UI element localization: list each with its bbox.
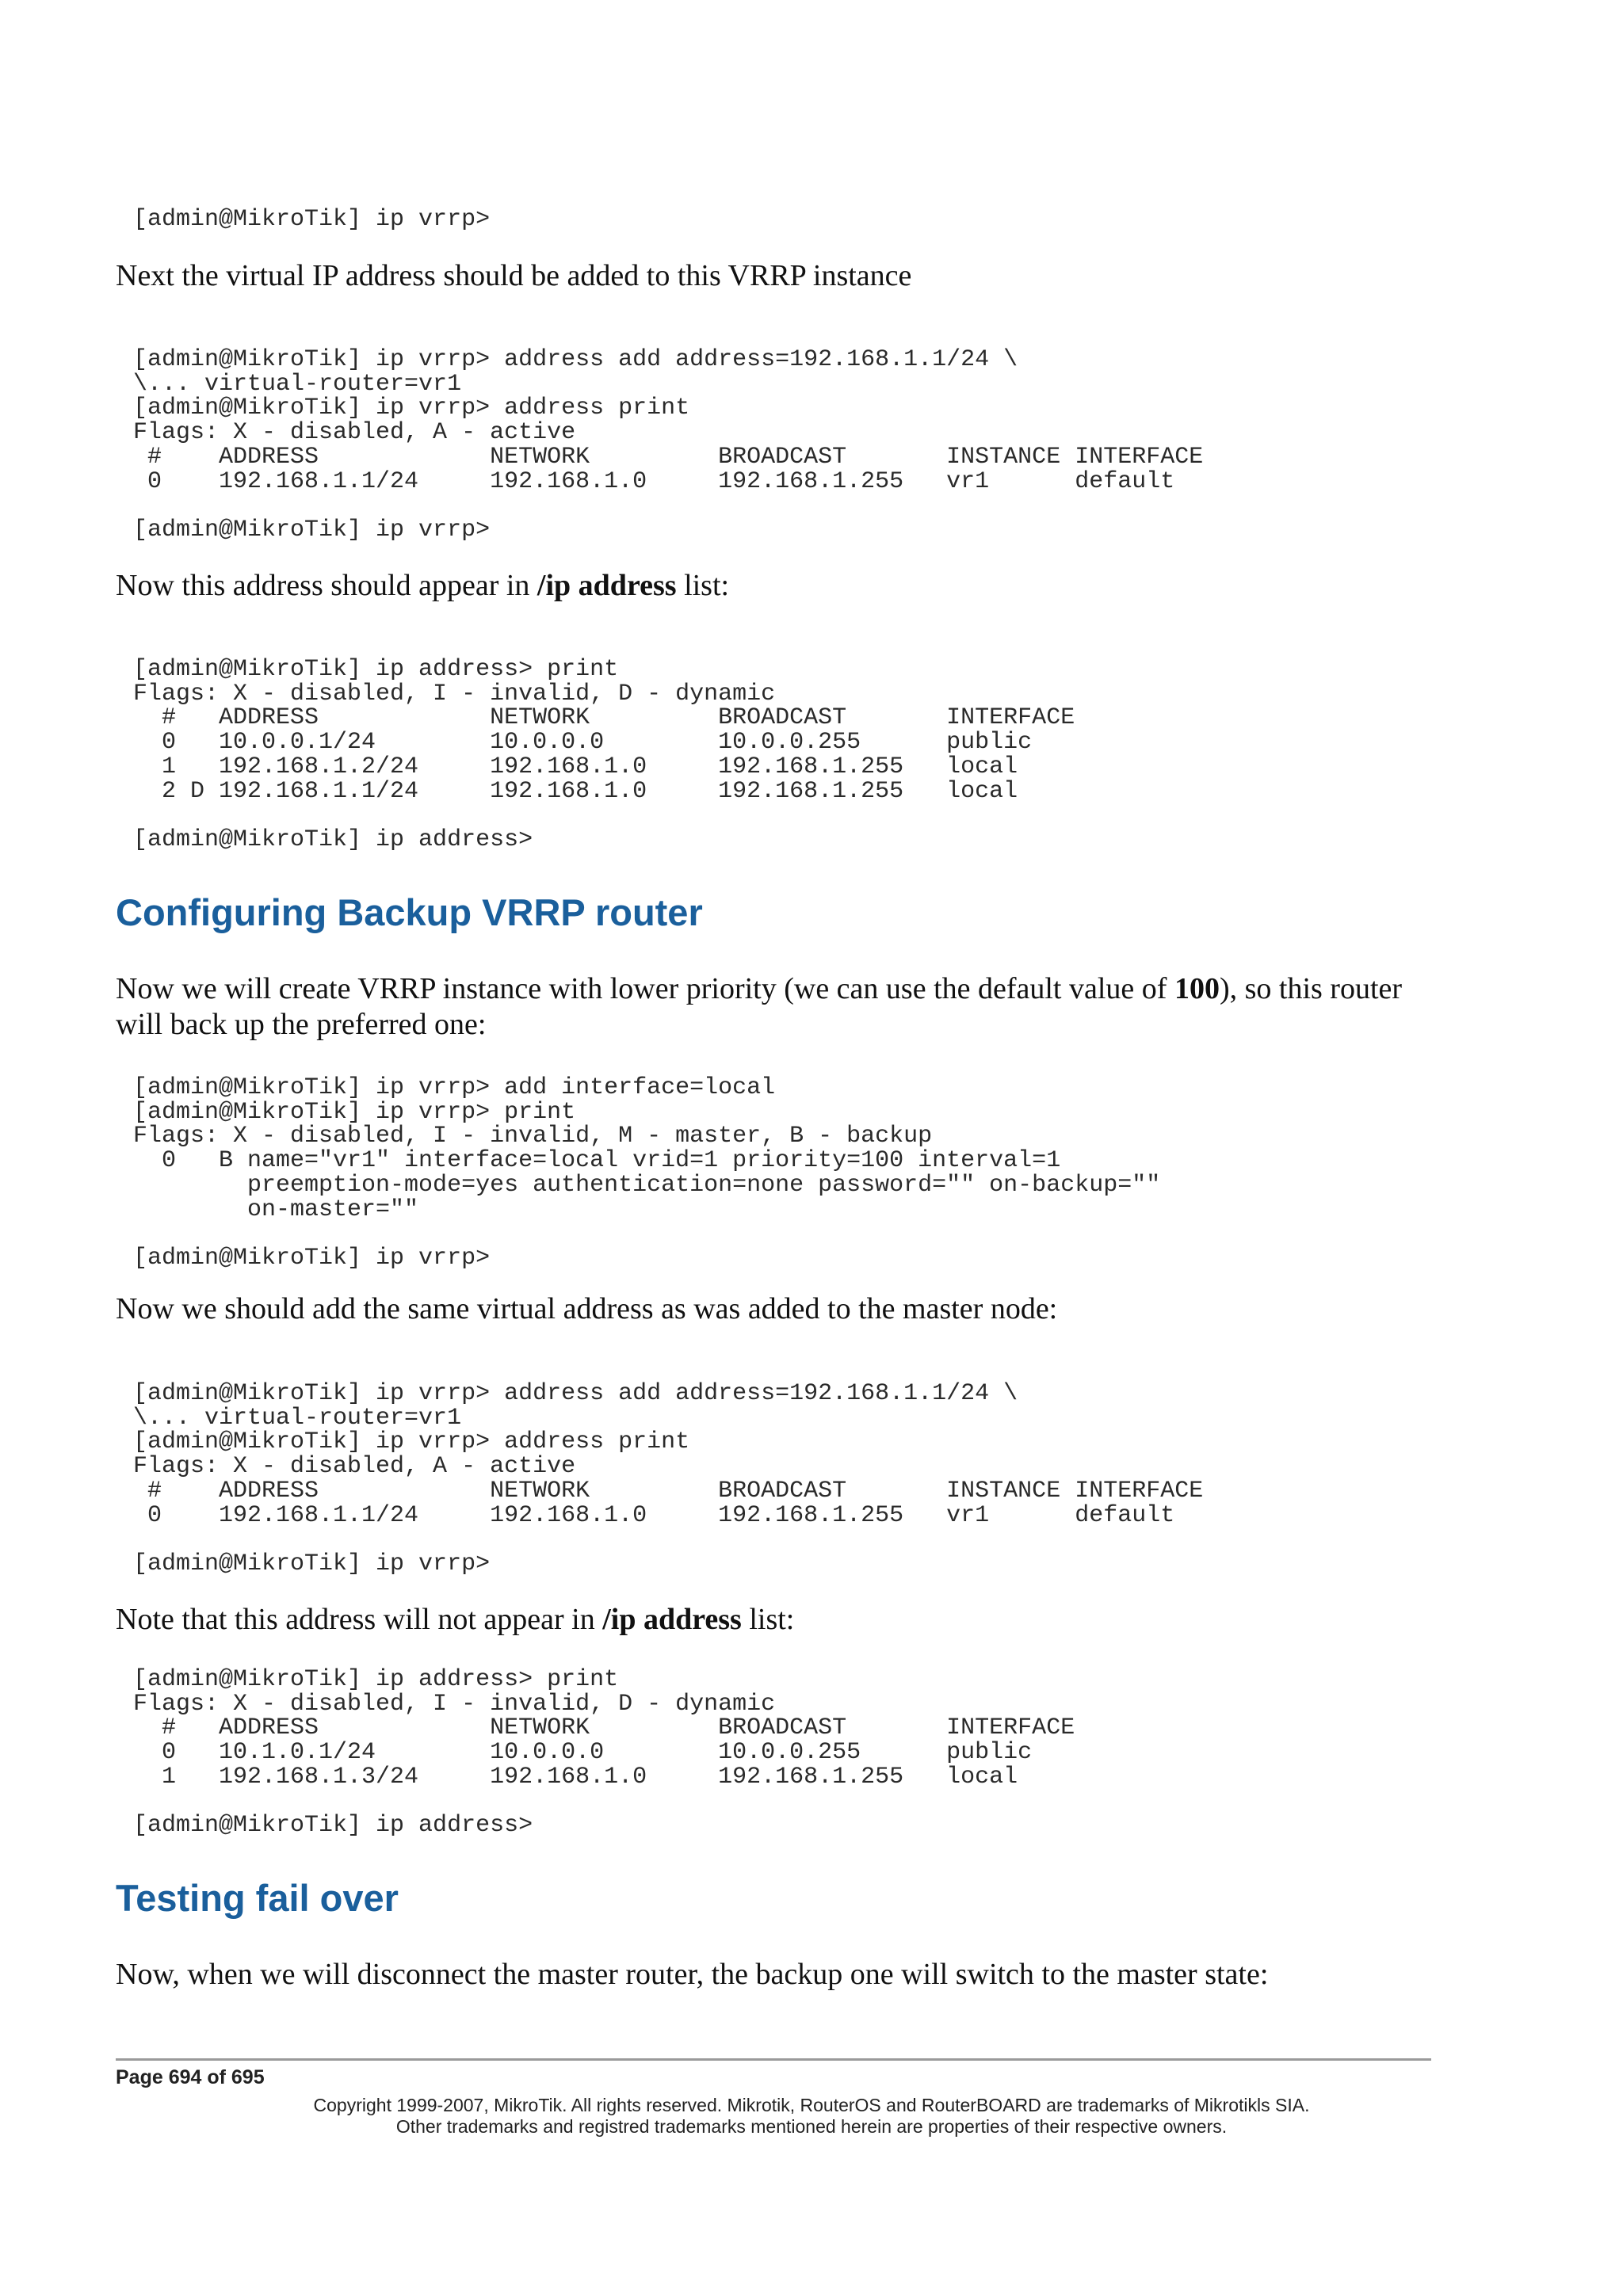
page-number: Page 694 of 695 [116,2066,265,2088]
paragraph-add-same-virtual-address: Now we should add the same virtual address as was added to the master node: [116,1292,1058,1325]
paragraph-not-appear-in-list: Note that this address will not appear in /ip address list: [116,1603,795,1636]
copyright-line-2: Other trademarks and registred trademarks mentioned herein are properties of their respective owners. [395,2116,1228,2137]
paragraph-create-backup-instance: Now we will create VRRP instance with lower priority (we can use the default value of 100), so this router will back up the preferred one: [116,972,1403,1041]
code-block-vrrp-prompt: [admin@MikroTik] ip vrrp> [133,206,491,233]
code-block-ip-address-print-master: [admin@MikroTik] ip address> print Flags: X - disabled, I - invalid, D - dynamic # ADDRESS NETWORK BROADCAST INTERFACE 0 10.0.0.1/24 10.0.0.0 10.0.0.255 public 1 192.168.1.2/24 192.168.1.0 192.168.1.255 local 2 D 192.168.1.1/24 192.168.1.0 192.168.1.255 local [admin@MikroTik] ip address> [133,656,1075,853]
paragraph-add-virtual-ip: Next the virtual IP address should be added to this VRRP instance [116,259,912,292]
code-block-address-add-master: [admin@MikroTik] ip vrrp> address add address=192.168.1.1/24 \ \... virtual-router=vr1 [admin@MikroTik] ip vrrp> address print Flags: X - disabled, A - active # ADDRESS NETWORK BROADCAST INSTANCE INTERFACE 0 192.168.1.1/24 192.168.1.0 192.168.1.255 vr1 default [admin@MikroTik] ip vrrp> [133,346,1204,543]
inline-value: 100 [1174,972,1220,1005]
code-block-ip-address-print-backup: [admin@MikroTik] ip address> print Flags: X - disabled, I - invalid, D - dynamic # ADDRESS NETWORK BROADCAST INTERFACE 0 10.1.0.1/24 10.0.0.0 10.0.0.255 public 1 192.168.1.3/24 192.168.1.0 192.168.1.255 local [admin@MikroTik] ip address> [133,1666,1075,1840]
code-block-address-add-backup: [admin@MikroTik] ip vrrp> address add address=192.168.1.1/24 \ \... virtual-router=vr1 [admin@MikroTik] ip vrrp> address print Flags: X - disabled, A - active # ADDRESS NETWORK BROADCAST INSTANCE INTERFACE 0 192.168.1.1/24 192.168.1.0 192.168.1.255 vr1 default [admin@MikroTik] ip vrrp> [133,1380,1204,1577]
inline-command: /ip address [602,1603,742,1636]
paragraph-appear-in-list: Now this address should appear in /ip address list: [116,569,730,602]
section-heading-backup-router: Configuring Backup VRRP router [116,891,703,933]
section-heading-testing-fail-over: Testing fail over [116,1877,399,1919]
inline-command: /ip address [537,569,677,602]
copyright-line-1: Copyright 1999-2007, MikroTik. All rights reserved. Mikrotik, RouterOS and RouterBOARD are trademarks of Mikrotikls SIA. [313,2095,1310,2115]
paragraph-disconnect-master: Now, when we will disconnect the master router, the backup one will switch to the master state: [116,1958,1269,1991]
footer-divider [116,2058,1431,2061]
code-block-vrrp-add-backup: [admin@MikroTik] ip vrrp> add interface=local [admin@MikroTik] ip vrrp> print Flags: X - disabled, I - invalid, M - master, B - backup 0 B name="vr1" interface=local vrid=1 priority=100 interval=1 preemption-mode=yes authentication=none password="" on-backup="" on-master="" [admin@MikroTik] ip vrrp> [133,1074,1161,1272]
